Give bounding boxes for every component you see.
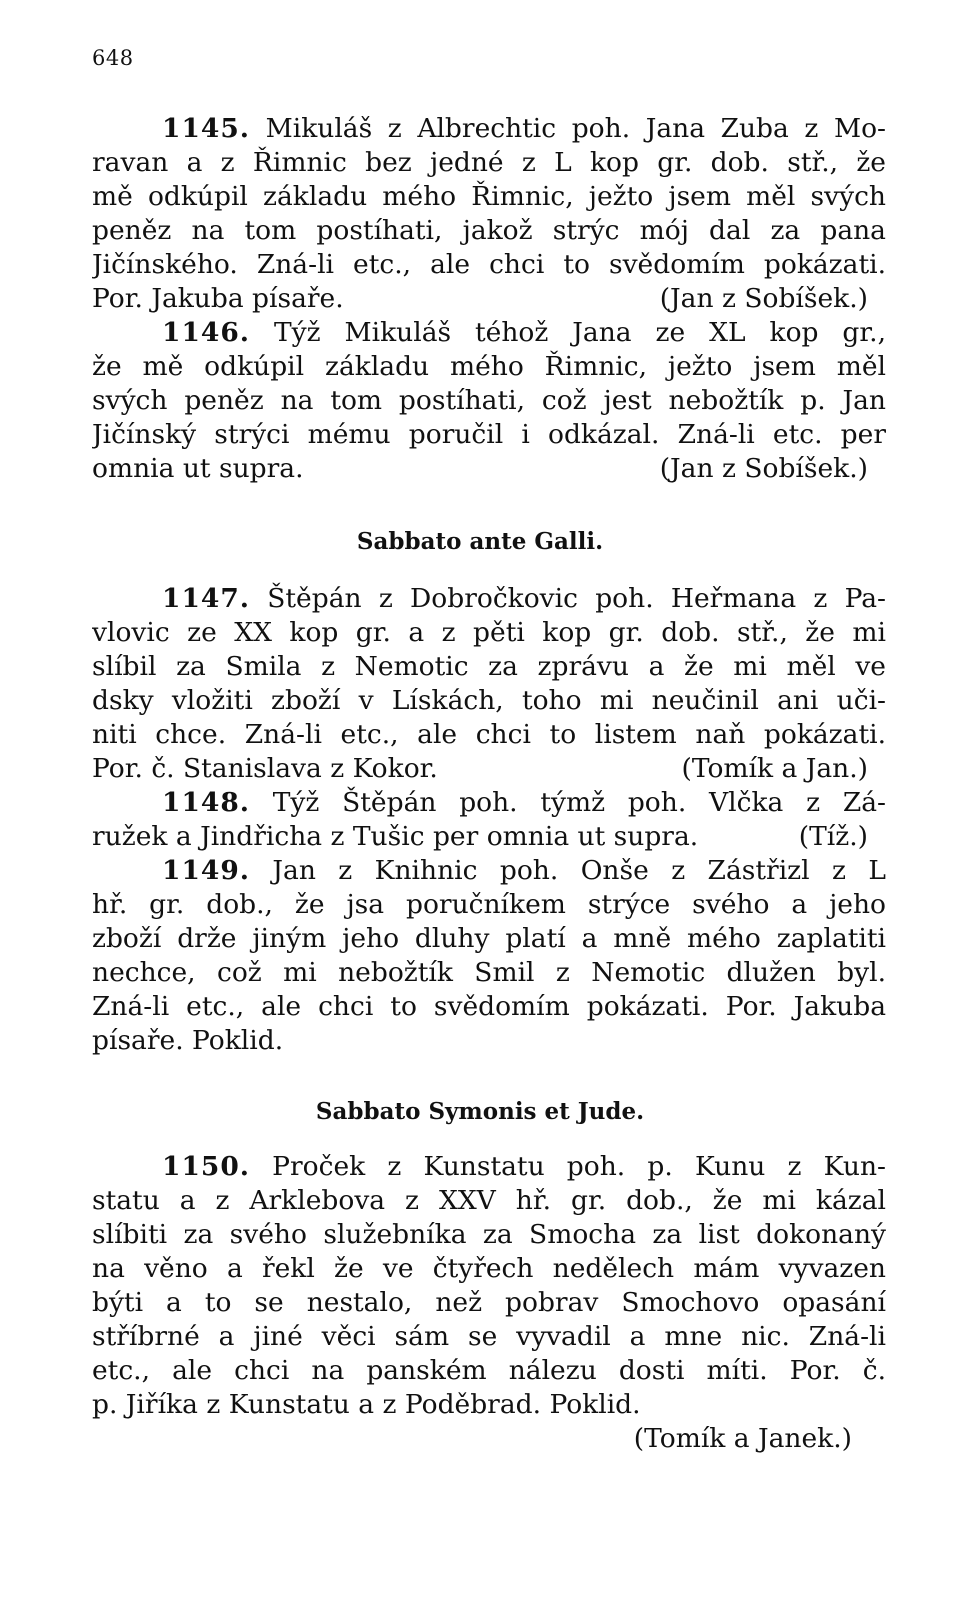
entry-1150 bbox=[92, 1150, 886, 1456]
entry-text-line: statu a z Arklebova z XXV hř. gr. dob., že mi kázal bbox=[92, 1185, 886, 1216]
entry-number: 1145. bbox=[162, 113, 250, 144]
entry-number: 1146. bbox=[162, 317, 250, 348]
entry-text-line: Por. č. Stanislava z Kokor. bbox=[92, 753, 438, 784]
entry-text-line: Proček z Kunstatu poh. p. Kunu z Kun- bbox=[272, 1151, 886, 1182]
entry-text-line: býti a to se nestalo, než pobrav Smochovo opasání bbox=[92, 1287, 886, 1318]
scribe-signature: (Tíž.) bbox=[798, 821, 868, 852]
entry-text-line: Jan z Knihnic poh. Onše z Zástřizl z L bbox=[272, 855, 886, 886]
scribe-signature: (Tomík a Janek.) bbox=[633, 1423, 852, 1454]
entry-text-line: Zná-li etc., ale chci to svědomím pokázati. Por. Jakuba bbox=[92, 991, 886, 1022]
section-heading: Sabbato ante Galli. bbox=[356, 528, 604, 555]
entry-text-line: Týž Mikuláš téhož Jana ze XL kop gr., bbox=[273, 317, 886, 348]
entry-1147 bbox=[92, 582, 886, 786]
entry-number: 1148. bbox=[162, 787, 250, 818]
page-number: 648 bbox=[92, 46, 134, 70]
scribe-signature: (Jan z Sobíšek.) bbox=[659, 453, 868, 484]
entry-1148 bbox=[92, 786, 886, 854]
entry-text-line: Štěpán z Dobročkovic poh. Heřmana z Pa- bbox=[267, 583, 886, 614]
entry-text-line: že mě odkúpil základu mého Řimnic, ježto jsem měl bbox=[92, 351, 886, 382]
entry-text-line: dsky vložiti zboží v Lískách, toho mi neučinil ani uči- bbox=[92, 685, 886, 716]
entry-text-line: stříbrné a jiné věci sám se vyvadil a mne nic. Zná-li bbox=[92, 1321, 886, 1352]
entry-text-line: slíbil za Smila z Nemotic za zprávu a že mi měl ve bbox=[92, 651, 886, 682]
entry-text-line: nechce, což mi nebožtík Smil z Nemotic dlužen byl. bbox=[92, 957, 886, 988]
entry-text-line: omnia ut supra. bbox=[92, 453, 304, 484]
entry-text-line: hř. gr. dob., že jsa poručníkem strýce svého a jeho bbox=[92, 889, 886, 920]
section-entries-1145-1146 bbox=[92, 112, 886, 486]
entry-text-line: zboží drže jiným jeho dluhy platí a mně mého zaplatiti bbox=[92, 923, 886, 954]
entry-1149 bbox=[92, 854, 886, 1058]
entry-number: 1149. bbox=[162, 855, 250, 886]
entry-text-line: slíbiti za svého služebníka za Smocha za list dokonaný bbox=[92, 1219, 886, 1250]
entry-1145 bbox=[92, 112, 886, 316]
entry-text-line: Týž Štěpán poh. týmž poh. Vlčka z Zá- bbox=[272, 787, 886, 818]
entry-text-line: na věno a řekl že ve čtyřech nedělech mám vyvazen bbox=[92, 1253, 886, 1284]
entry-text-line: Mikuláš z Albrechtic poh. Jana Zuba z Mo- bbox=[265, 113, 886, 144]
section-entries-1147-1149 bbox=[92, 582, 886, 1058]
entry-text-line: Por. Jakuba písaře. bbox=[92, 283, 344, 314]
entry-text-line: vlovic ze XX kop gr. a z pěti kop gr. dob. stř., že mi bbox=[92, 617, 886, 648]
entry-text-line: Jičínský strýci mému poručil i odkázal. Zná-li etc. per bbox=[92, 419, 886, 450]
entry-text-line: niti chce. Zná-li etc., ale chci to listem naň pokázati. bbox=[92, 719, 886, 750]
section-entry-1150 bbox=[92, 1150, 886, 1456]
section-heading: Sabbato Symonis et Jude. bbox=[315, 1098, 645, 1125]
entry-number: 1150. bbox=[162, 1151, 250, 1182]
entry-1146 bbox=[92, 316, 886, 486]
entry-text-line: peněz na tom postíhati, jakož strýc mój dal za pana bbox=[92, 215, 886, 246]
entry-text-line: etc., ale chci na panském nálezu dosti míti. Por. č. bbox=[92, 1355, 886, 1386]
entry-text-line: písaře. Poklid. bbox=[92, 1025, 284, 1056]
entry-text-line: Jičínského. Zná-li etc., ale chci to svědomím pokázati. bbox=[92, 249, 886, 280]
scribe-signature: (Tomík a Jan.) bbox=[681, 753, 868, 784]
scribe-signature: (Jan z Sobíšek.) bbox=[659, 283, 868, 314]
entry-text-line: ružek a Jindřicha z Tušic per omnia ut supra. bbox=[92, 821, 699, 852]
entry-text-line: ravan a z Řimnic bez jedné z L kop gr. dob. stř., že bbox=[92, 147, 886, 178]
entry-text-line: mě odkúpil základu mého Řimnic, ježto jsem měl svých bbox=[92, 181, 886, 212]
entry-text-line: p. Jiříka z Kunstatu a z Poděbrad. Poklid. bbox=[92, 1389, 641, 1420]
entry-text-line: svých peněz na tom postíhati, což jest nebožtík p. Jan bbox=[92, 385, 886, 416]
entry-number: 1147. bbox=[162, 583, 250, 614]
